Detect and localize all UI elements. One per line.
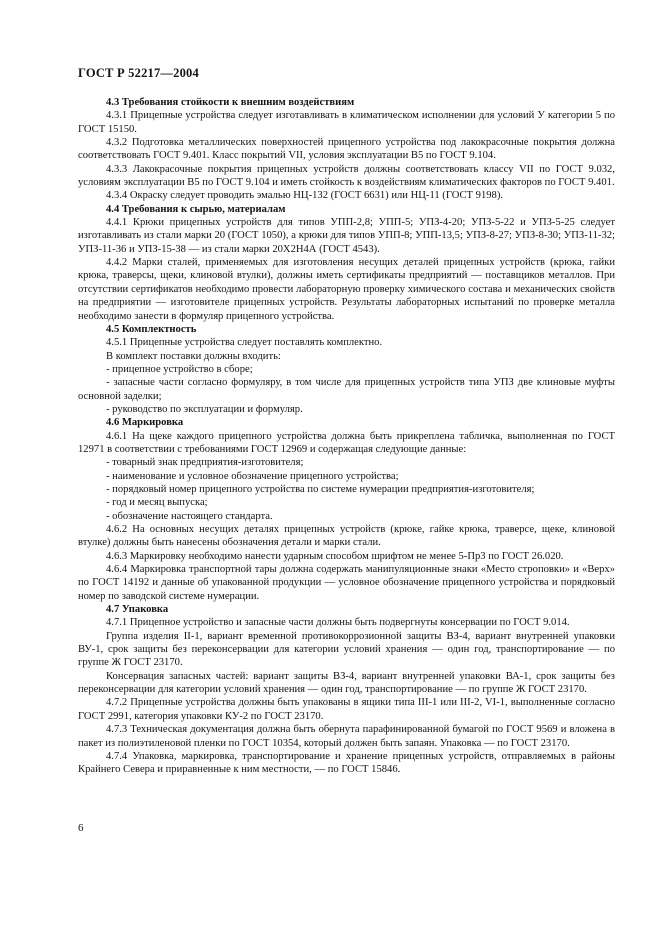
paragraph: 4.6.1 На щеке каждого прицепного устройства должна быть прикреплена табличка, выполненная по ГОСТ 12971 в соответствии с требованиями ГОСТ 12969 и содержащая следующие данные: xyxy=(78,430,615,455)
paragraph: 4.7.2 Прицепные устройства должны быть упакованы в ящики типа III-1 или III-2, VI-1, выполненные согласно ГОСТ 2991, категория упаковки КУ-2 по ГОСТ 23170. xyxy=(78,697,615,722)
paragraph: 4.7.4 Упаковка, маркировка, транспортирование и хранение прицепных устройств, отправляемых в районы Крайнего Севера и приравненные к ним местности, — по ГОСТ 15846. xyxy=(78,750,615,776)
document-body xyxy=(78,96,615,777)
paragraph: 4.7.1 Прицепное устройство и запасные части должны быть подвергнуты консервации по ГОСТ 9.014. xyxy=(106,617,570,629)
paragraph: 4.3.1 Прицепные устройства следует изготавливать в климатическом исполнении для условий У категории 5 по ГОСТ 15150. xyxy=(78,110,615,135)
list-item: - товарный знак предприятия-изготовителя; xyxy=(106,457,304,469)
list-item: - руководство по эксплуатации и формуляр. xyxy=(106,403,303,415)
section-heading: 4.3 Требования стойкости к внешним воздействиям xyxy=(106,97,355,108)
list-item: - год и месяц выпуска; xyxy=(106,497,208,509)
paragraph: В комплект поставки должны входить: xyxy=(106,350,281,362)
section-heading: 4.6 Маркировка xyxy=(106,417,184,429)
paragraph: Консервация запасных частей: вариант защиты ВЗ-4, вариант внутренней упаковки ВА-1, срок защиты без переконсервации для категории условий хранения — один год, транспортирование — по группе Ж ГОСТ 23170. xyxy=(78,670,615,696)
paragraph: 4.6.3 Маркировку необходимо нанести ударным способом шрифтом не менее 5-Пр3 по ГОСТ 26.020. xyxy=(106,550,564,562)
list-item: - запасные части согласно формуляру, в том числе для прицепных устройств типа УПЗ две клиновые муфты основной заделки; xyxy=(78,377,615,402)
section-heading: 4.4 Требования к сырью, материалам xyxy=(106,203,286,215)
list-item: - наименование и условное обозначение прицепного устройства; xyxy=(106,470,399,482)
section-heading: 4.7 Упаковка xyxy=(106,604,169,616)
list-item: - порядковый номер прицепного устройства по системе нумерации предприятия-изготовителя; xyxy=(106,483,535,495)
section-heading: 4.5 Комплектность xyxy=(106,323,197,335)
page-number: 6 xyxy=(78,822,84,834)
paragraph: 4.7.3 Техническая документация должна быть обернута парафинированной бумагой по ГОСТ 9569 и вложена в пакет из полиэтиленовой пленки по ГОСТ 10354, который должен быть запаян. Упаковка — по ГОСТ 23170. xyxy=(78,724,615,749)
list-item: - обозначение настоящего стандарта. xyxy=(106,510,273,522)
paragraph: 4.5.1 Прицепные устройства следует поставлять комплектно. xyxy=(106,337,383,349)
paragraph: 4.6.2 На основных несущих деталях прицепных устройств (крюке, гайке крюка, траверсе, щеке, клиновой втулке) должны быть нанесены обозначения детали и марки стали. xyxy=(78,524,615,549)
paragraph: 4.3.2 Подготовка металлических поверхностей прицепного устройства под лакокрасочные покрытия должна соответствовать ГОСТ 9.401. Класс покрытий VII, условия эксплуатации В5 по ГОСТ 9.104. xyxy=(78,137,615,162)
paragraph: 4.6.4 Маркировка транспортной тары должна содержать манипуляционные знаки «Место строповки» и «Верх» по ГОСТ 14192 и данные об упакованной продукции — условное обозначение прицепного устройства и порядковый номер по заводской системе нумерации. xyxy=(78,564,615,602)
paragraph: 4.3.3 Лакокрасочные покрытия прицепных устройств должны соответствовать классу VII по ГОСТ 9.032, условиям эксплуатации В5 по ГОСТ 9.104 и иметь стойкость к воздействиям климатических факторов по ГОСТ 9.401. xyxy=(78,163,615,189)
list-item: - прицепное устройство в сборе; xyxy=(106,363,253,375)
paragraph: 4.3.4 Окраску следует проводить эмалью НЦ-132 (ГОСТ 6631) или НЦ-11 (ГОСТ 9198). xyxy=(106,190,504,202)
paragraph: 4.4.2 Марки сталей, применяемых для изготовления несущих деталей прицепных устройств (крюка, гайки крюка, траверсы, щеки, клиновой втулки), должны иметь сертификаты предприятий — поставщиков металлов. При отсутствии сертификатов необходимо провести лабораторную проверку химического состава и механических свойств на предприятии — изготовителе прицепных устройств. Результаты лабораторных испытаний по проверке металла необходимо занести в формуляр прицепного устройства. xyxy=(78,257,615,322)
paragraph: Группа изделия II-1, вариант временной противокоррозионной защиты ВЗ-4, вариант внутренней упаковки ВУ-1, срок защиты без переконсервации для категории условий хранения — один год, транспортирование — по группе Ж ГОСТ 23170. xyxy=(78,630,615,669)
document-header: ГОСТ Р 52217—2004 xyxy=(78,66,199,80)
paragraph: 4.4.1 Крюки прицепных устройств для типов УПП-2,8; УПП-5; УПЗ-4-20; УПЗ-5-22 и УПЗ-5-25 следует изготавливать из стали марки 20 (ГОСТ 1050), а крюки для типов УПП-8; УПП-13,5; УПЗ-8-27; УПЗ-8-30; УПЗ-11-32; УПЗ-11-36 и УПЗ-15-38 — из стали марки 20Х2Н4А (ГОСТ 4543). xyxy=(78,217,615,255)
